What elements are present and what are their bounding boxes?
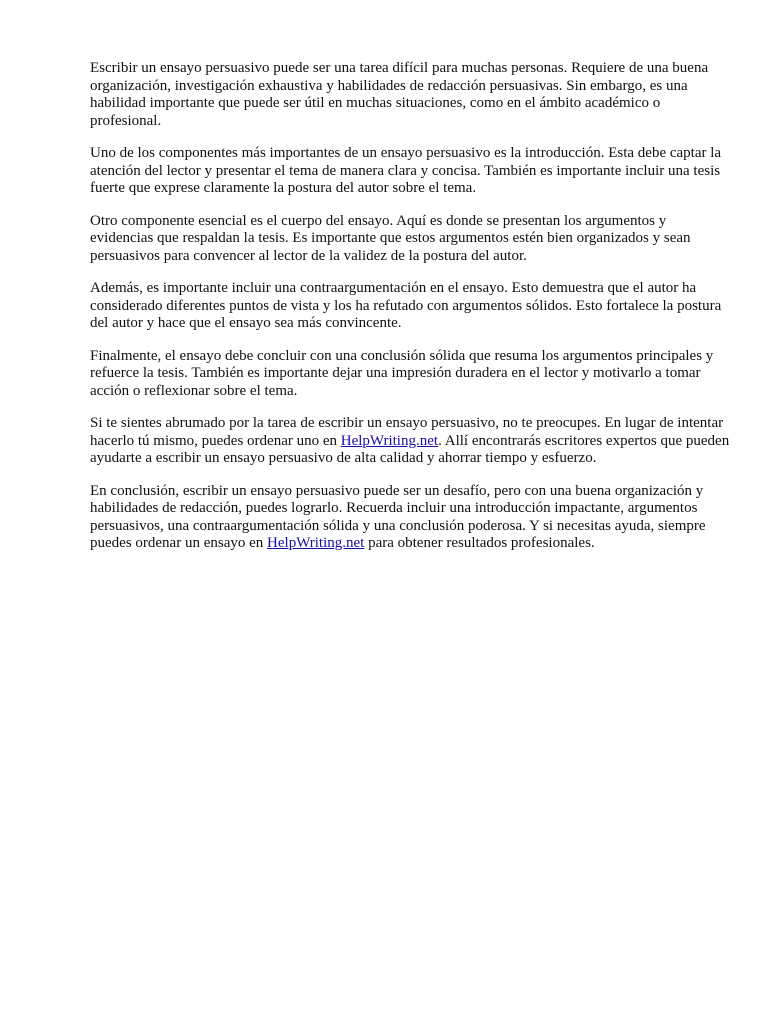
document-page — [90, 60, 730, 568]
paragraph-promo — [90, 415, 730, 468]
paragraph-promo-text-before: Si te sientes abrumado por la tarea de escribir un ensayo persuasivo, no te preocupes. En lugar de intentar hacerlo tú mismo, puedes ordenar uno en — [90, 415, 724, 449]
paragraph-intro: Escribir un ensayo persuasivo puede ser una tarea difícil para muchas personas. Requiere de una buena organización, investigación exhaustiva y habilidades de redacción persuasivas. Sin embargo, es una habilidad importante que puede ser útil en muchas situaciones, como en el ámbito académico o profesional. — [90, 60, 709, 129]
paragraph-promo-text-after: . Allí encontrarás escritores expertos que pueden ayudarte a escribir un ensayo persuasivo de alta calidad y ahorrar tiempo y esfuerzo. — [90, 432, 730, 466]
paragraph-counterargument: Además, es importante incluir una contraargumentación en el ensayo. Esto demuestra que el autor ha considerado diferentes puntos de vista y los ha refutado con argumentos sólidos. Esto fortalece la postura del autor y hace que el ensayo sea más convincente. — [90, 280, 722, 331]
paragraph-final — [90, 483, 730, 553]
helpwriting-link[interactable]: HelpWriting.net — [340, 432, 439, 449]
paragraph-introduction-component: Uno de los componentes más importantes de un ensayo persuasivo es la introducción. Esta debe captar la atención del lector y presentar el tema de manera clara y concisa. También es importante incluir una tesis fuerte que exprese claramente la postura del autor sobre el tema. — [90, 145, 722, 196]
paragraph-final-text-before: En conclusión, escribir un ensayo persuasivo puede ser un desafío, pero con una buena organización y habilidades de redacción, puedes lograrlo. Recuerda incluir una introducción impactante, argumentos persuasivos, una contraargumentación sólida y una conclusión poderosa. Y si necesitas ayuda, siempre puedes ordenar un ensayo en — [90, 482, 706, 551]
paragraph-conclusion-component: Finalmente, el ensayo debe concluir con una conclusión sólida que resuma los argumentos principales y refuerce la tesis. También es importante dejar una impresión duradera en el lector y motivarlo a tomar acción o reflexionar sobre el tema. — [90, 347, 714, 399]
helpwriting-link-final[interactable]: HelpWriting.net — [267, 535, 365, 551]
paragraph-body-component: Otro componente esencial es el cuerpo del ensayo. Aquí es donde se presentan los argumentos y evidencias que respaldan la tesis. Es importante que estos argumentos estén bien organizados y sean persuasivos para convencer al lector de la validez de la postura del autor. — [90, 212, 691, 264]
paragraph-final-text-after: para obtener resultados profesionales. — [364, 535, 595, 551]
